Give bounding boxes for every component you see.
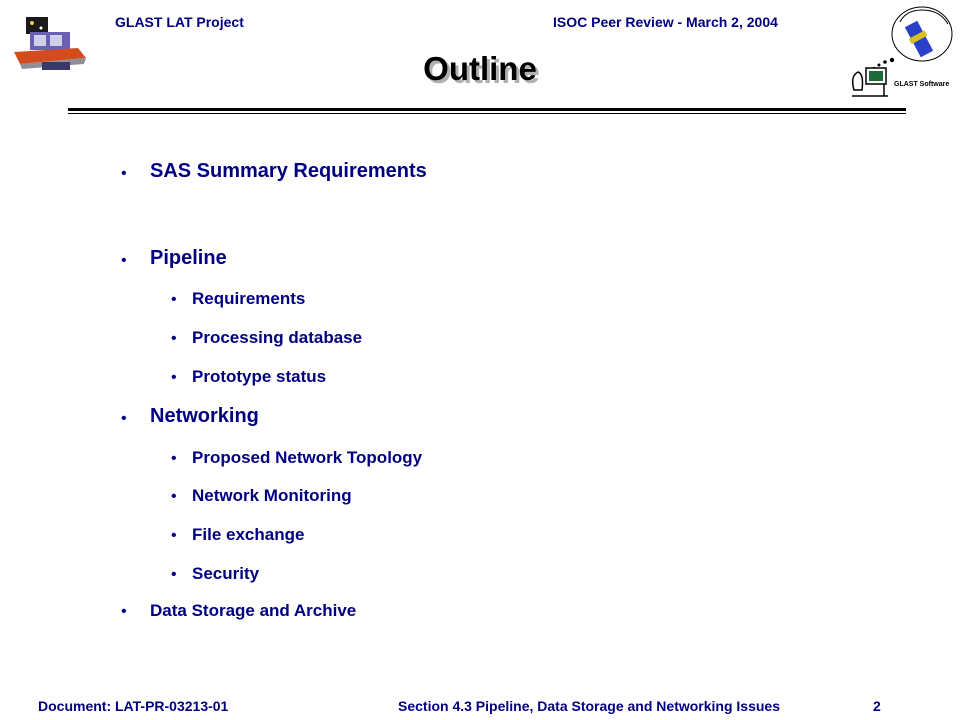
outline-subitem-network-topology: Proposed Network Topology — [192, 448, 423, 467]
header-project: GLAST LAT Project — [115, 14, 244, 30]
bullet-icon: • — [171, 369, 177, 386]
glast-software-caption: GLAST Software — [894, 81, 950, 88]
title-rule — [68, 108, 906, 111]
footer-document-id: Document: LAT-PR-03213-01 — [38, 698, 229, 714]
title-rule-thin — [68, 113, 906, 114]
outline-subitem-security: Security — [192, 564, 260, 583]
outline-item-sas-summary: SAS Summary Requirements — [150, 160, 427, 182]
outline-subitem-requirements: Requirements — [192, 289, 306, 308]
bullet-icon: • — [121, 410, 127, 427]
page-number: 2 — [873, 698, 881, 714]
bullet-icon: • — [171, 330, 177, 347]
bullet-icon: • — [171, 488, 177, 505]
outline-subitem-prototype-status: Prototype status — [192, 367, 327, 386]
header-review: ISOC Peer Review - March 2, 2004 — [553, 14, 778, 30]
bullet-icon: • — [121, 252, 127, 269]
page-title: Outline — [423, 50, 537, 87]
footer-section: Section 4.3 Pipeline, Data Storage and Networking Issues — [398, 698, 780, 714]
bullet-icon: • — [171, 291, 177, 308]
outline-subitem-file-exchange: File exchange — [192, 525, 305, 544]
bullet-icon: • — [171, 566, 177, 583]
outline-item-data-storage: Data Storage and Archive — [150, 601, 357, 620]
outline-item-pipeline: Pipeline — [150, 247, 227, 269]
outline-subitem-network-monitoring: Network Monitoring — [192, 486, 352, 505]
bullet-icon: • — [121, 603, 127, 620]
outline-subitem-processing-database: Processing database — [192, 328, 363, 347]
outline-item-networking: Networking — [150, 405, 259, 427]
bullet-icon: • — [171, 450, 177, 467]
bullet-icon: • — [171, 527, 177, 544]
bullet-icon: • — [121, 165, 127, 182]
